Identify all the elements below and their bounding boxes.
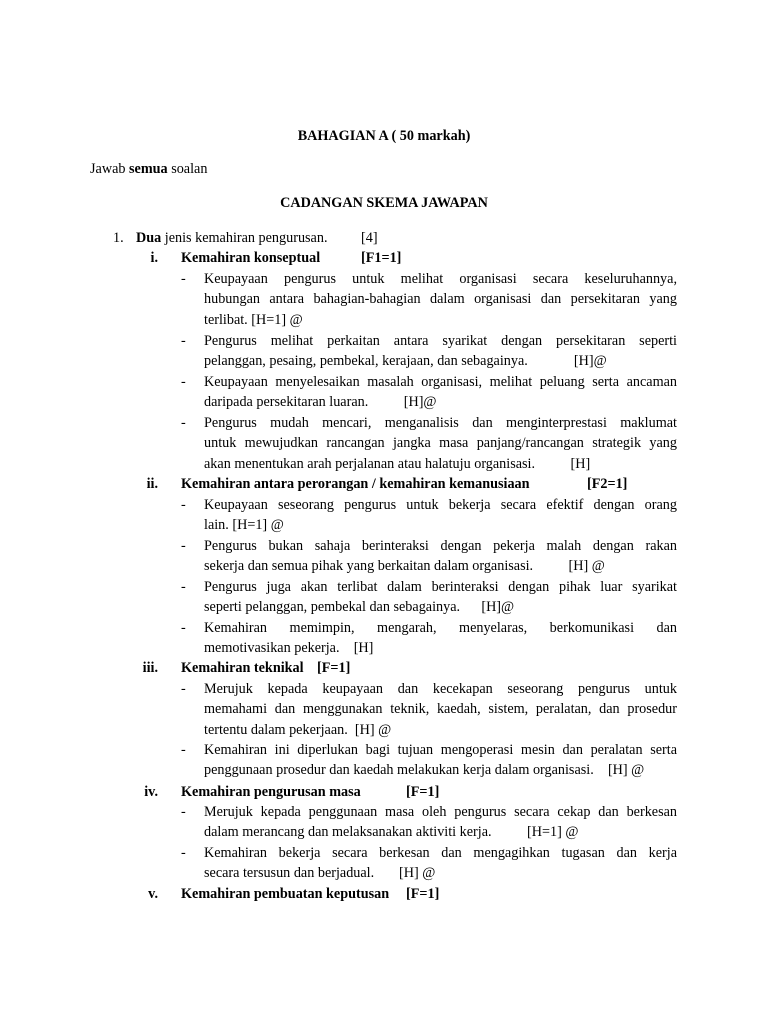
- answer-point-line: akan menentukan arah perjalanan atau halatuju organisasi. [H]: [204, 455, 591, 472]
- bullet-dash: -: [181, 742, 186, 758]
- section-heading: Kemahiran antara perorangan / kemahiran kemanusiaan: [181, 476, 530, 492]
- scheme-subtitle: CADANGAN SKEMA JAWAPAN: [280, 195, 488, 211]
- answer-point-line: Keupayaan seseorang pengurus untuk bekerja secara efektif dengan orang: [204, 497, 677, 513]
- bullet-dash: -: [181, 681, 186, 697]
- answer-point-line: Keupayaan menyelesaikan masalah organisasi, melihat peluang serta ancaman: [204, 374, 677, 390]
- answer-point: [204, 495, 677, 536]
- answer-point-line: Keupayaan pengurus untuk melihat organisasi secara keseluruhannya,: [204, 271, 677, 287]
- section-heading: Kemahiran konseptual: [181, 250, 321, 266]
- section-numeral: iii.: [142, 660, 158, 676]
- answer-point-line: memahami dan menggunakan teknik, kaedah, sistem, peralatan, dan prosedur: [204, 701, 677, 718]
- question-marks: [4]: [361, 230, 378, 246]
- answer-point: [204, 679, 677, 740]
- section-numeral: i.: [150, 250, 158, 266]
- answer-point-line: Kemahiran ini diperlukan bagi tujuan mengoperasi mesin dan peralatan serta: [204, 742, 677, 758]
- question-number: 1.: [113, 230, 124, 246]
- answer-point-line: Merujuk kepada penggunaan masa oleh pengurus secara cekap dan berkesan: [204, 804, 677, 820]
- bullet-dash: -: [181, 538, 186, 554]
- answer-point-line: Pengurus juga akan terlibat dalam berinteraksi dengan pihak luar syarikat: [204, 579, 677, 595]
- answer-point: [204, 802, 677, 843]
- section-numeral: ii.: [146, 476, 158, 492]
- bullet-dash: -: [181, 804, 186, 820]
- instruction-text-end: soalan: [167, 161, 208, 177]
- answer-point-line: terlibat. [H=1] @: [204, 311, 303, 328]
- question-line: [136, 228, 328, 248]
- bullet-dash: -: [181, 845, 186, 861]
- answer-point-line: Kemahiran memimpin, mengarah, menyelaras, berkomunikasi dan: [204, 620, 677, 636]
- bullet-dash: -: [181, 333, 186, 349]
- section-heading: Kemahiran pembuatan keputusan: [181, 886, 390, 902]
- section-mark: [F1=1]: [361, 250, 402, 266]
- answer-point-line: lain. [H=1] @: [204, 517, 284, 534]
- bullet-dash: -: [181, 374, 186, 390]
- question-text: jenis kemahiran pengurusan.: [161, 230, 328, 246]
- instruction-emphasis: semua: [129, 161, 168, 177]
- section-mark: [F=1]: [406, 886, 440, 902]
- answer-point: [204, 577, 677, 618]
- answer-point-line: memotivasikan pekerja. [H]: [204, 640, 374, 657]
- answer-point: [204, 413, 677, 474]
- bullet-dash: -: [181, 271, 186, 287]
- answer-point: [204, 618, 677, 659]
- answer-point: [204, 740, 677, 781]
- section-numeral: v.: [148, 886, 158, 902]
- answer-point-line: pelanggan, pesaing, pembekal, kerajaan, dan sebagainya. [H]@: [204, 353, 607, 370]
- instruction-line: [90, 159, 207, 179]
- section-mark: [F2=1]: [587, 476, 628, 492]
- section-mark: [F=1]: [317, 660, 351, 676]
- answer-point-line: hubungan antara bahagian-bahagian dalam organisasi dan persekitaran yang: [204, 291, 677, 308]
- answer-point-line: secara tersusun dan berjadual. [H] @: [204, 865, 436, 882]
- answer-point-line: penggunaan prosedur dan kaedah melakukan kerja dalam organisasi. [H] @: [204, 762, 645, 779]
- answer-point: [204, 331, 677, 372]
- bullet-dash: -: [181, 620, 186, 636]
- answer-point: [204, 372, 677, 413]
- instruction-text: Jawab: [90, 161, 130, 177]
- answer-point-line: sekerja dan semua pihak yang berkaitan dalam organisasi. [H] @: [204, 558, 605, 575]
- section-mark: [F=1]: [406, 784, 440, 800]
- answer-point-line: Merujuk kepada keupayaan dan kecekapan seseorang pengurus untuk: [204, 681, 677, 697]
- answer-point-line: Pengurus melihat perkaitan antara syarikat dengan persekitaran seperti: [204, 333, 677, 349]
- answer-point: [204, 536, 677, 577]
- section-heading: Kemahiran teknikal: [181, 660, 304, 676]
- question-emphasis: Dua: [136, 230, 162, 246]
- answer-point-line: daripada persekitaran luaran. [H]@: [204, 394, 437, 411]
- bullet-dash: -: [181, 497, 186, 513]
- section-heading: Kemahiran pengurusan masa: [181, 784, 361, 800]
- answer-point: [204, 269, 677, 330]
- section-title: BAHAGIAN A ( 50 markah): [297, 128, 471, 144]
- answer-point-line: seperti pelanggan, pembekal dan sebagainya. [H]@: [204, 599, 515, 616]
- answer-point-line: untuk mewujudkan rancangan jangka masa panjang/rancangan strategik yang: [204, 435, 677, 452]
- answer-point-line: tertentu dalam pekerjaan. [H] @: [204, 721, 392, 738]
- answer-point: [204, 843, 677, 884]
- answer-point-line: Kemahiran bekerja secara berkesan dan mengagihkan tugasan dan kerja: [204, 845, 677, 861]
- answer-point-line: Pengurus mudah mencari, menganalisis dan menginterprestasi maklumat: [204, 415, 677, 431]
- answer-point-line: Pengurus bukan sahaja berinteraksi dengan pekerja malah dengan rakan: [204, 538, 677, 554]
- answer-point-line: dalam merancang dan melaksanakan aktiviti kerja. [H=1] @: [204, 824, 579, 841]
- bullet-dash: -: [181, 415, 186, 431]
- section-numeral: iv.: [144, 784, 158, 800]
- bullet-dash: -: [181, 579, 186, 595]
